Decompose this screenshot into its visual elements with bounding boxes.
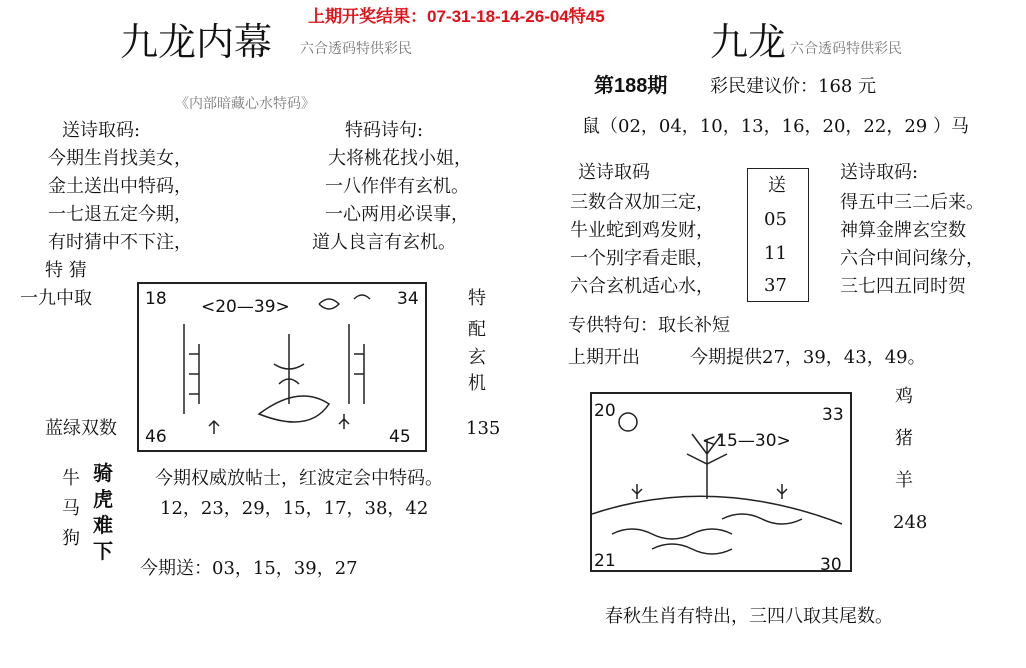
- side-right-char: 特: [468, 288, 486, 309]
- te-line: 特 猜: [45, 260, 87, 281]
- box-num: 46: [145, 427, 167, 447]
- box-num: 45: [389, 427, 411, 447]
- side-right-number: 135: [466, 418, 501, 439]
- poem-left-label: 送诗取码: [578, 162, 650, 183]
- left-sketch-box: [137, 282, 427, 452]
- send-box: [747, 168, 809, 302]
- send-line: 今期送：03，15，39，27: [140, 558, 358, 579]
- sketch-drawing: [592, 394, 850, 570]
- tip-text: 今期权威放帖士，红波定会中特码。: [155, 468, 443, 489]
- right-title: 九龙: [710, 20, 787, 64]
- side-right-char: 机: [468, 373, 486, 394]
- poem-right-label: 特码诗句:: [345, 120, 424, 141]
- poem-line: 大将桃花找小姐，: [328, 148, 472, 169]
- zodiac: 马: [62, 498, 80, 519]
- box-num: 34: [397, 289, 419, 309]
- box-num: 33: [822, 405, 844, 425]
- box-num: 18: [145, 289, 167, 309]
- side-number: 248: [893, 512, 928, 533]
- poem-line: 六合中间问缘分，: [840, 248, 984, 269]
- send-box-number: 05: [764, 209, 787, 230]
- poem-line: 一个别字看走眼，: [570, 248, 714, 269]
- special-line: 专供特句：取长补短: [568, 315, 730, 336]
- left-caption: 《内部暗藏心水特码》: [175, 96, 315, 112]
- poem-line: 有时猜中不下注，: [48, 232, 192, 253]
- side-zodiac: 鸡: [895, 386, 913, 407]
- last-result-banner: 上期开奖结果：07-31-18-14-26-04特45: [308, 7, 605, 26]
- send-box-number: 37: [764, 275, 787, 296]
- side-right-char: 玄: [468, 347, 486, 368]
- side-left-bottom: 蓝绿双数: [45, 418, 117, 439]
- footer-line: 春秋生肖有特出，三四八取其尾数。: [605, 606, 893, 627]
- poem-line: 得五中三二后来。: [840, 192, 984, 213]
- poem-line: 六合玄机适心水，: [570, 276, 714, 297]
- box-num: 21: [594, 551, 616, 571]
- poem-line: 神算金牌玄空数: [840, 220, 966, 241]
- right-sketch-box: [590, 392, 852, 575]
- box-range: <20—39>: [201, 297, 290, 317]
- box-num: 30: [820, 555, 842, 575]
- poem-line: 一心两用必误事，: [325, 204, 469, 225]
- side-right-char: 配: [468, 319, 486, 340]
- zodiac: 狗: [62, 528, 80, 549]
- left-title: 九龙内幕: [120, 20, 273, 64]
- side-left-top: 一九中取: [20, 288, 92, 309]
- poem-line: 三数合双加三定，: [570, 192, 714, 213]
- poem-line: 一七退五定今期，: [48, 204, 192, 225]
- range-line: 鼠（02，04，10，13，16，20，22，29 ）马: [582, 116, 969, 137]
- issue-number: 第188期: [594, 75, 668, 97]
- poem-left-label: 送诗取码:: [62, 120, 141, 141]
- last-open: 上期开出: [568, 347, 640, 368]
- send-box-label: 送: [768, 175, 786, 196]
- numbers-line: 12，23，29，15，17，38，42: [160, 498, 429, 519]
- provide-line: 今期提供27，39，43，49。: [690, 347, 926, 368]
- poem-right-label: 送诗取码:: [840, 162, 919, 183]
- box-num: 20: [594, 401, 616, 421]
- send-box-number: 11: [764, 243, 787, 264]
- poem-line: 今期生肖找美女，: [48, 148, 192, 169]
- right-subtitle: 六合透码特供彩民: [790, 41, 902, 57]
- side-zodiac: 羊: [895, 470, 913, 491]
- poem-line: 牛业蛇到鸡发财，: [570, 220, 714, 241]
- poem-line: 道人良言有玄机。: [312, 232, 456, 253]
- box-range: <15—30>: [702, 431, 791, 451]
- poem-line: 三七四五同时贺: [840, 276, 966, 297]
- idiom-vertical: 骑虎难下: [93, 461, 113, 563]
- zodiac: 牛: [62, 468, 80, 489]
- price: 彩民建议价：168 元: [710, 76, 877, 97]
- side-zodiac: 猪: [895, 428, 913, 449]
- sketch-drawing: [139, 284, 425, 450]
- poem-line: 金土送出中特码，: [48, 176, 192, 197]
- left-subtitle: 六合透码特供彩民: [300, 41, 412, 57]
- poem-line: 一八作伴有玄机。: [325, 176, 469, 197]
